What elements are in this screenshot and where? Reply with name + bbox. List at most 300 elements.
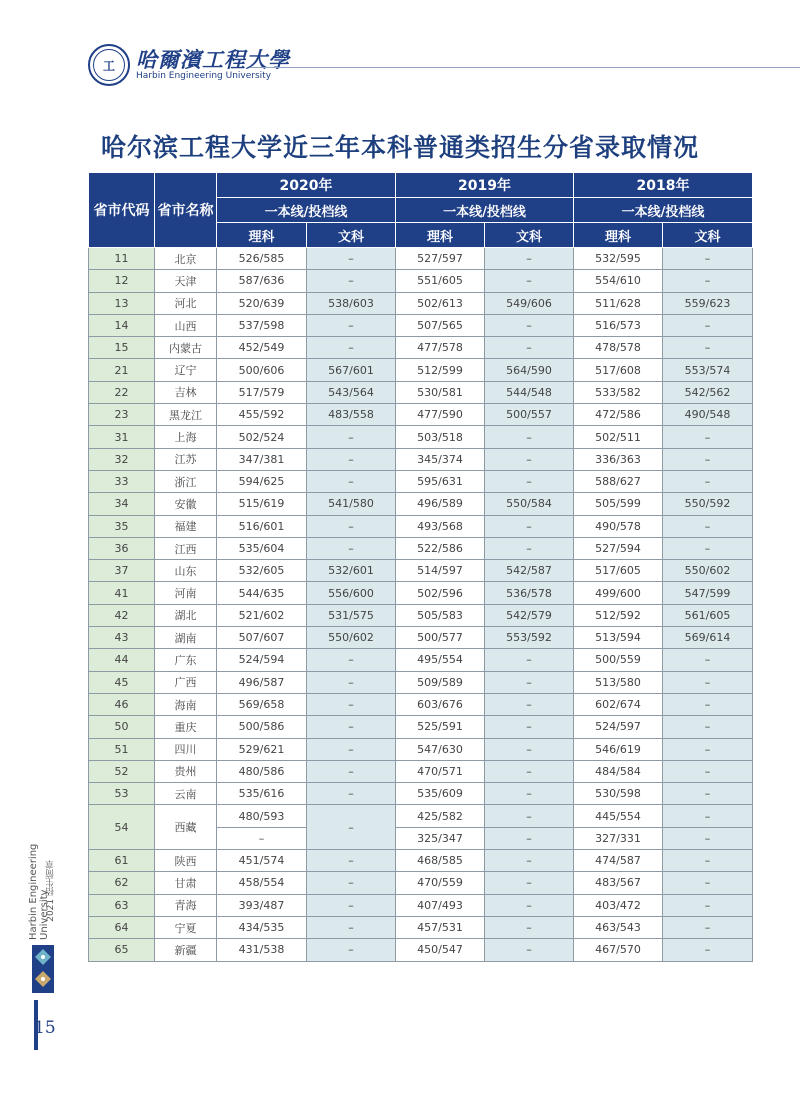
score-cell: 551/605: [396, 270, 485, 292]
score-cell: 517/608: [574, 359, 663, 381]
province-code: 12: [89, 270, 155, 292]
table-row: [89, 448, 753, 470]
score-cell: –: [307, 426, 396, 448]
score-cell: 567/601: [307, 359, 396, 381]
score-cell: –: [663, 916, 753, 938]
province-name: 福建: [155, 515, 217, 537]
score-cell: 502/524: [217, 426, 307, 448]
header-arts-2020: 文科: [307, 223, 396, 248]
score-cell: –: [307, 248, 396, 270]
province-code: 34: [89, 493, 155, 515]
score-cell: 463/543: [574, 916, 663, 938]
province-code: 64: [89, 916, 155, 938]
score-cell: –: [485, 827, 574, 849]
score-cell: 532/601: [307, 560, 396, 582]
score-cell: 520/639: [217, 292, 307, 314]
table-row: [89, 738, 753, 760]
province-name: 青海: [155, 894, 217, 916]
score-cell: –: [663, 515, 753, 537]
score-cell: 503/518: [396, 426, 485, 448]
score-cell: 505/583: [396, 604, 485, 626]
province-code: 65: [89, 939, 155, 961]
table-row: [89, 939, 753, 961]
university-seal-icon: [88, 44, 130, 86]
score-cell: –: [663, 426, 753, 448]
score-cell: 515/619: [217, 493, 307, 515]
province-code: 36: [89, 537, 155, 559]
province-code: 31: [89, 426, 155, 448]
score-cell: –: [485, 916, 574, 938]
province-code: 35: [89, 515, 155, 537]
score-cell: 535/616: [217, 783, 307, 805]
province-name: 北京: [155, 248, 217, 270]
province-name: 安徽: [155, 493, 217, 515]
score-cell: –: [485, 939, 574, 961]
province-code: 46: [89, 693, 155, 715]
score-cell: 393/487: [217, 894, 307, 916]
score-cell: –: [485, 270, 574, 292]
score-cell: 483/558: [307, 404, 396, 426]
score-cell: –: [307, 693, 396, 715]
score-cell: –: [307, 649, 396, 671]
score-cell: –: [663, 693, 753, 715]
province-code: 23: [89, 404, 155, 426]
province-code: 11: [89, 248, 155, 270]
score-cell: –: [485, 314, 574, 336]
score-cell: –: [485, 760, 574, 782]
table-body-2: [89, 850, 753, 961]
score-cell: 516/601: [217, 515, 307, 537]
score-cell: –: [663, 939, 753, 961]
score-cell: 542/562: [663, 381, 753, 403]
province-code: 50: [89, 716, 155, 738]
table-row: [89, 292, 753, 314]
score-cell: 505/599: [574, 493, 663, 515]
score-cell: 524/597: [574, 716, 663, 738]
score-cell: 531/575: [307, 604, 396, 626]
score-cell: –: [485, 537, 574, 559]
table-row: [89, 270, 753, 292]
province-name: 内蒙古: [155, 337, 217, 359]
province-code: 52: [89, 760, 155, 782]
score-cell: 474/587: [574, 850, 663, 872]
province-code: 63: [89, 894, 155, 916]
score-cell: 546/619: [574, 738, 663, 760]
score-cell: –: [485, 872, 574, 894]
score-cell: 500/586: [217, 716, 307, 738]
score-cell: –: [485, 716, 574, 738]
province-name: 湖南: [155, 627, 217, 649]
province-code: 33: [89, 470, 155, 492]
score-cell: 500/606: [217, 359, 307, 381]
score-cell: –: [663, 337, 753, 359]
table-row: [89, 649, 753, 671]
score-cell: –: [663, 470, 753, 492]
table-row: [89, 314, 753, 336]
score-cell: 345/374: [396, 448, 485, 470]
province-name: 宁夏: [155, 916, 217, 938]
score-cell: –: [663, 649, 753, 671]
score-cell: 472/586: [574, 404, 663, 426]
table-row: [89, 716, 753, 738]
page-header: [0, 0, 800, 100]
province-name: 辽宁: [155, 359, 217, 381]
score-cell: 457/531: [396, 916, 485, 938]
header-arts-2019: 文科: [485, 223, 574, 248]
header-sci-2019: 理科: [396, 223, 485, 248]
score-cell: 470/571: [396, 760, 485, 782]
score-cell: 550/592: [663, 493, 753, 515]
header-sci-2018: 理科: [574, 223, 663, 248]
score-cell: 538/603: [307, 292, 396, 314]
score-cell: 509/589: [396, 671, 485, 693]
score-cell: –: [663, 671, 753, 693]
score-cell: 336/363: [574, 448, 663, 470]
score-cell: 467/570: [574, 939, 663, 961]
table-row: [89, 604, 753, 626]
province-code: 43: [89, 627, 155, 649]
logo-chinese-name: 哈爾濱工程大學: [136, 47, 290, 72]
score-cell: 455/592: [217, 404, 307, 426]
header-line-2018: 一本线/投档线: [574, 198, 753, 223]
score-cell: 517/605: [574, 560, 663, 582]
page-number: 15: [34, 1018, 56, 1038]
score-cell: 530/581: [396, 381, 485, 403]
score-cell: 468/585: [396, 850, 485, 872]
header-year-2020: 2020年: [217, 173, 396, 198]
score-cell: 425/582: [396, 805, 485, 827]
score-cell: –: [307, 939, 396, 961]
province-name: 浙江: [155, 470, 217, 492]
score-cell: 450/547: [396, 939, 485, 961]
score-cell: 493/568: [396, 515, 485, 537]
score-cell: –: [663, 894, 753, 916]
score-cell: 529/621: [217, 738, 307, 760]
score-cell: 603/676: [396, 693, 485, 715]
score-cell: 550/602: [307, 627, 396, 649]
score-cell: 541/580: [307, 493, 396, 515]
province-code: 61: [89, 850, 155, 872]
score-cell: 536/578: [485, 582, 574, 604]
score-cell: 524/594: [217, 649, 307, 671]
score-cell: –: [307, 850, 396, 872]
score-cell: –: [485, 850, 574, 872]
table-row: [89, 426, 753, 448]
province-name: 重庆: [155, 716, 217, 738]
province-name: 河南: [155, 582, 217, 604]
score-cell: 514/597: [396, 560, 485, 582]
table-row: [89, 248, 753, 270]
province-name: 贵州: [155, 760, 217, 782]
province-name: 吉林: [155, 381, 217, 403]
score-cell: –: [485, 426, 574, 448]
score-cell: 549/606: [485, 292, 574, 314]
score-cell: 550/584: [485, 493, 574, 515]
table-body-tibet: [89, 805, 753, 850]
score-cell: –: [307, 805, 396, 850]
score-cell: –: [307, 537, 396, 559]
score-cell: –: [663, 716, 753, 738]
score-cell: 477/578: [396, 337, 485, 359]
score-cell: 451/574: [217, 850, 307, 872]
score-cell: 480/586: [217, 760, 307, 782]
table-row: [89, 671, 753, 693]
table-row: [89, 693, 753, 715]
score-cell: –: [307, 760, 396, 782]
score-cell: 512/592: [574, 604, 663, 626]
province-name: 上海: [155, 426, 217, 448]
score-cell: 327/331: [574, 827, 663, 849]
score-cell: –: [663, 738, 753, 760]
score-cell: –: [485, 783, 574, 805]
score-cell: 325/347: [396, 827, 485, 849]
header-province-code: 省市代码: [89, 173, 155, 248]
score-cell: –: [663, 314, 753, 336]
province-code: 14: [89, 314, 155, 336]
score-cell: 547/599: [663, 582, 753, 604]
score-cell: 516/573: [574, 314, 663, 336]
province-name: 广东: [155, 649, 217, 671]
score-cell: 530/598: [574, 783, 663, 805]
score-cell: 533/582: [574, 381, 663, 403]
table-row: [89, 470, 753, 492]
province-name: 陕西: [155, 850, 217, 872]
score-cell: 490/578: [574, 515, 663, 537]
table-row: [89, 515, 753, 537]
score-cell: –: [663, 850, 753, 872]
score-cell: 478/578: [574, 337, 663, 359]
table-row: [89, 916, 753, 938]
score-cell: 507/607: [217, 627, 307, 649]
score-cell: –: [485, 649, 574, 671]
score-cell: 588/627: [574, 470, 663, 492]
score-cell: 484/584: [574, 760, 663, 782]
score-cell: 602/674: [574, 693, 663, 715]
header-year-2019: 2019年: [396, 173, 574, 198]
score-cell: 500/559: [574, 649, 663, 671]
header-divider: [250, 67, 800, 68]
province-code: 45: [89, 671, 155, 693]
province-name: 广西: [155, 671, 217, 693]
table-row: [89, 537, 753, 559]
table-row: [89, 894, 753, 916]
score-cell: –: [663, 805, 753, 827]
score-cell: 556/600: [307, 582, 396, 604]
province-name: 云南: [155, 783, 217, 805]
table-row: [89, 560, 753, 582]
score-cell: –: [307, 916, 396, 938]
score-cell: –: [485, 693, 574, 715]
score-cell: 587/636: [217, 270, 307, 292]
logo-english-name: Harbin Engineering University: [136, 71, 272, 81]
score-cell: 470/559: [396, 872, 485, 894]
province-code: 22: [89, 381, 155, 403]
score-cell: 452/549: [217, 337, 307, 359]
score-cell: –: [307, 783, 396, 805]
score-cell: –: [663, 827, 753, 849]
table-row: [89, 760, 753, 782]
score-cell: –: [485, 805, 574, 827]
score-cell: 445/554: [574, 805, 663, 827]
score-cell: 513/594: [574, 627, 663, 649]
score-cell: –: [485, 248, 574, 270]
score-cell: 458/554: [217, 872, 307, 894]
header-line-2020: 一本线/投档线: [217, 198, 396, 223]
score-cell: 535/604: [217, 537, 307, 559]
score-cell: –: [307, 470, 396, 492]
table-body: [89, 248, 753, 805]
score-cell: 521/602: [217, 604, 307, 626]
score-cell: 569/614: [663, 627, 753, 649]
score-cell: 525/591: [396, 716, 485, 738]
score-cell: –: [663, 537, 753, 559]
score-cell: 527/597: [396, 248, 485, 270]
score-cell: 480/593: [217, 805, 307, 827]
score-cell: 347/381: [217, 448, 307, 470]
score-cell: 495/554: [396, 649, 485, 671]
table-row: [89, 872, 753, 894]
score-cell: 561/605: [663, 604, 753, 626]
score-cell: 517/579: [217, 381, 307, 403]
score-cell: 547/630: [396, 738, 485, 760]
score-cell: 543/564: [307, 381, 396, 403]
province-name: 海南: [155, 693, 217, 715]
score-cell: 496/587: [217, 671, 307, 693]
score-cell: –: [663, 783, 753, 805]
header-province-name: 省市名称: [155, 173, 217, 248]
header-arts-2018: 文科: [663, 223, 753, 248]
table-row: [89, 359, 753, 381]
province-name: 山东: [155, 560, 217, 582]
score-cell: 403/472: [574, 894, 663, 916]
score-cell: 512/599: [396, 359, 485, 381]
score-cell: 532/595: [574, 248, 663, 270]
score-cell: 431/538: [217, 939, 307, 961]
score-cell: 500/577: [396, 627, 485, 649]
province-code: 32: [89, 448, 155, 470]
score-cell: 499/600: [574, 582, 663, 604]
table-row: [89, 493, 753, 515]
score-cell: –: [663, 248, 753, 270]
table-row: [89, 337, 753, 359]
score-cell: 535/609: [396, 783, 485, 805]
page-title: 哈尔滨工程大学近三年本科普通类招生分省录取情况: [100, 133, 699, 162]
score-cell: 542/587: [485, 560, 574, 582]
province-name: 江苏: [155, 448, 217, 470]
score-cell: –: [307, 716, 396, 738]
score-cell: –: [485, 448, 574, 470]
score-cell: 553/592: [485, 627, 574, 649]
header-sci-2020: 理科: [217, 223, 307, 248]
score-cell: 554/610: [574, 270, 663, 292]
province-name: 山西: [155, 314, 217, 336]
score-cell: –: [485, 671, 574, 693]
score-cell: –: [307, 671, 396, 693]
score-cell: 564/590: [485, 359, 574, 381]
score-cell: –: [485, 738, 574, 760]
score-cell: 500/557: [485, 404, 574, 426]
score-cell: 507/565: [396, 314, 485, 336]
province-code: 13: [89, 292, 155, 314]
table-row: [89, 381, 753, 403]
province-name: 新疆: [155, 939, 217, 961]
score-cell: 544/635: [217, 582, 307, 604]
score-cell: 477/590: [396, 404, 485, 426]
table-row: [89, 404, 753, 426]
score-cell: –: [307, 270, 396, 292]
province-code: 21: [89, 359, 155, 381]
score-cell: –: [307, 448, 396, 470]
score-cell: 569/658: [217, 693, 307, 715]
province-name: 河北: [155, 292, 217, 314]
score-cell: –: [663, 270, 753, 292]
score-cell: 502/511: [574, 426, 663, 448]
score-cell: 553/574: [663, 359, 753, 381]
score-cell: –: [663, 872, 753, 894]
province-code: 41: [89, 582, 155, 604]
score-cell: 595/631: [396, 470, 485, 492]
table-row: [89, 582, 753, 604]
table-row: [89, 850, 753, 872]
score-cell: 537/598: [217, 314, 307, 336]
side-university-name: Harbin Engineering University: [28, 843, 50, 940]
score-cell: 522/586: [396, 537, 485, 559]
province-code: 51: [89, 738, 155, 760]
score-cell: –: [307, 894, 396, 916]
header-line-2019: 一本线/投档线: [396, 198, 574, 223]
province-name: 湖北: [155, 604, 217, 626]
province-code: 15: [89, 337, 155, 359]
province-name: 西藏: [155, 805, 217, 850]
score-cell: –: [663, 448, 753, 470]
score-cell: –: [307, 515, 396, 537]
score-cell: 532/605: [217, 560, 307, 582]
province-code: 54: [89, 805, 155, 850]
header-year-2018: 2018年: [574, 173, 753, 198]
score-cell: 527/594: [574, 537, 663, 559]
score-cell: –: [217, 827, 307, 849]
score-cell: –: [485, 894, 574, 916]
score-cell: 483/567: [574, 872, 663, 894]
province-name: 甘肃: [155, 872, 217, 894]
score-cell: –: [485, 470, 574, 492]
score-cell: 490/548: [663, 404, 753, 426]
score-cell: 559/623: [663, 292, 753, 314]
score-cell: 594/625: [217, 470, 307, 492]
province-code: 37: [89, 560, 155, 582]
score-cell: 496/589: [396, 493, 485, 515]
score-cell: 511/628: [574, 292, 663, 314]
score-cell: 542/579: [485, 604, 574, 626]
province-name: 四川: [155, 738, 217, 760]
table-row: [89, 805, 753, 827]
score-cell: –: [485, 515, 574, 537]
score-cell: 544/548: [485, 381, 574, 403]
province-name: 天津: [155, 270, 217, 292]
score-cell: 502/613: [396, 292, 485, 314]
score-cell: –: [307, 872, 396, 894]
score-cell: 550/602: [663, 560, 753, 582]
score-cell: –: [485, 337, 574, 359]
score-cell: –: [663, 760, 753, 782]
score-cell: 526/585: [217, 248, 307, 270]
province-name: 江西: [155, 537, 217, 559]
score-cell: 502/596: [396, 582, 485, 604]
score-cell: 407/493: [396, 894, 485, 916]
province-code: 42: [89, 604, 155, 626]
province-code: 44: [89, 649, 155, 671]
decorative-pattern-icon: [32, 945, 54, 993]
